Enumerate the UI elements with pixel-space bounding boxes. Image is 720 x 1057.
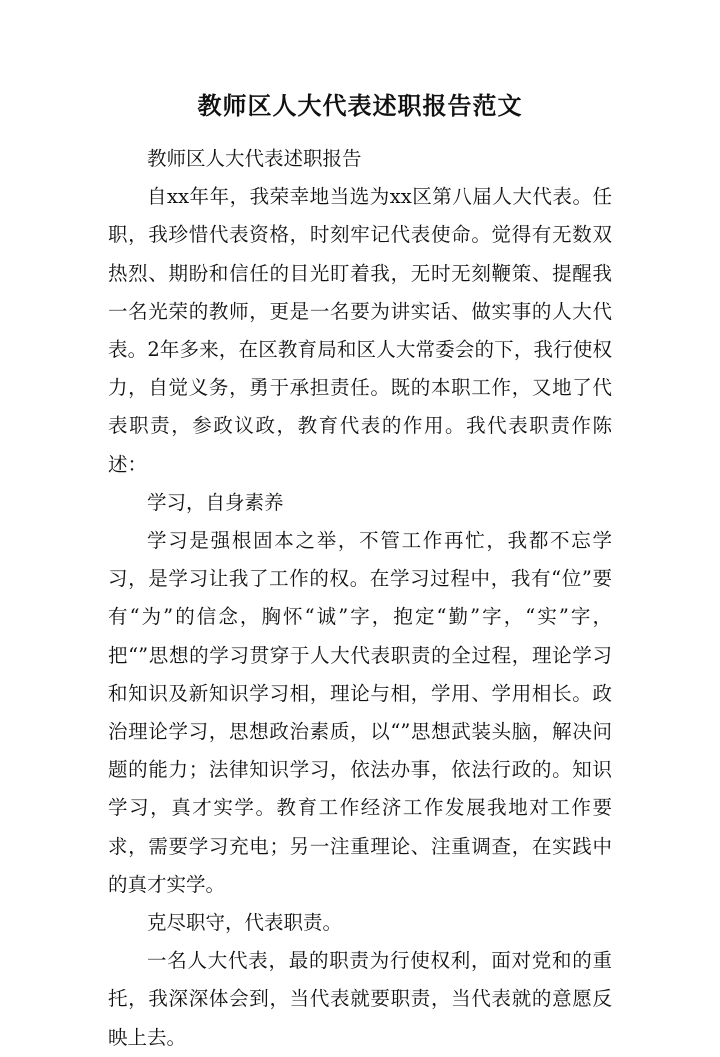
document-title: 教师区人大代表述职报告范文: [197, 91, 523, 120]
paragraph-study: 学习是强根固本之举，不管工作再忙，我都不忘学习，是学习让我了工作的权。在学习过程中，我有“位”要有“为”的信念，胸怀“诚”字，抱定“勤”字，“实”字，把“”思想的学习贯穿于人大代表职责的全过程，理论学习和知识及新知识学习相，理论与相，学用、学用相长。政治理论学习，思想政治素质，以“”思想武装头脑，解决问题的能力；法律知识学习，依法办事，依法行政的。知识学习，真才实学。教育工作经济工作发展我地对工作要求，需要学习充电；另一注重理论、注重调查，在实践中的真才实学。: [108, 529, 612, 896]
paragraph-duties: 一名人大代表，最的职责为行使权利，面对党和的重托，我深深体会到，当代表就要职责，当代表就的意愿反映上去。: [108, 949, 612, 1049]
paragraph-introduction: 自xx年年，我荣幸地当选为xx区第八届人大代表。任职，我珍惜代表资格，时刻牢记代表使命。觉得有无数双热烈、期盼和信任的目光盯着我，无时无刻鞭策、提醒我一名光荣的教师，更是一名要为讲实话、做实事的人大代表。2年多来，在区教育局和区人大常委会的下，我行使权力，自觉义务，勇于承担责任。既的本职工作，又地了代表职责，参政议政，教育代表的作用。我代表职责作陈述：: [108, 185, 612, 476]
paragraph-subtitle: 教师区人大代表述职报告: [147, 147, 362, 170]
section-heading-study: 学习，自身素养: [147, 490, 284, 514]
section-heading-duties: 克尽职守，代表职责。: [147, 911, 343, 935]
